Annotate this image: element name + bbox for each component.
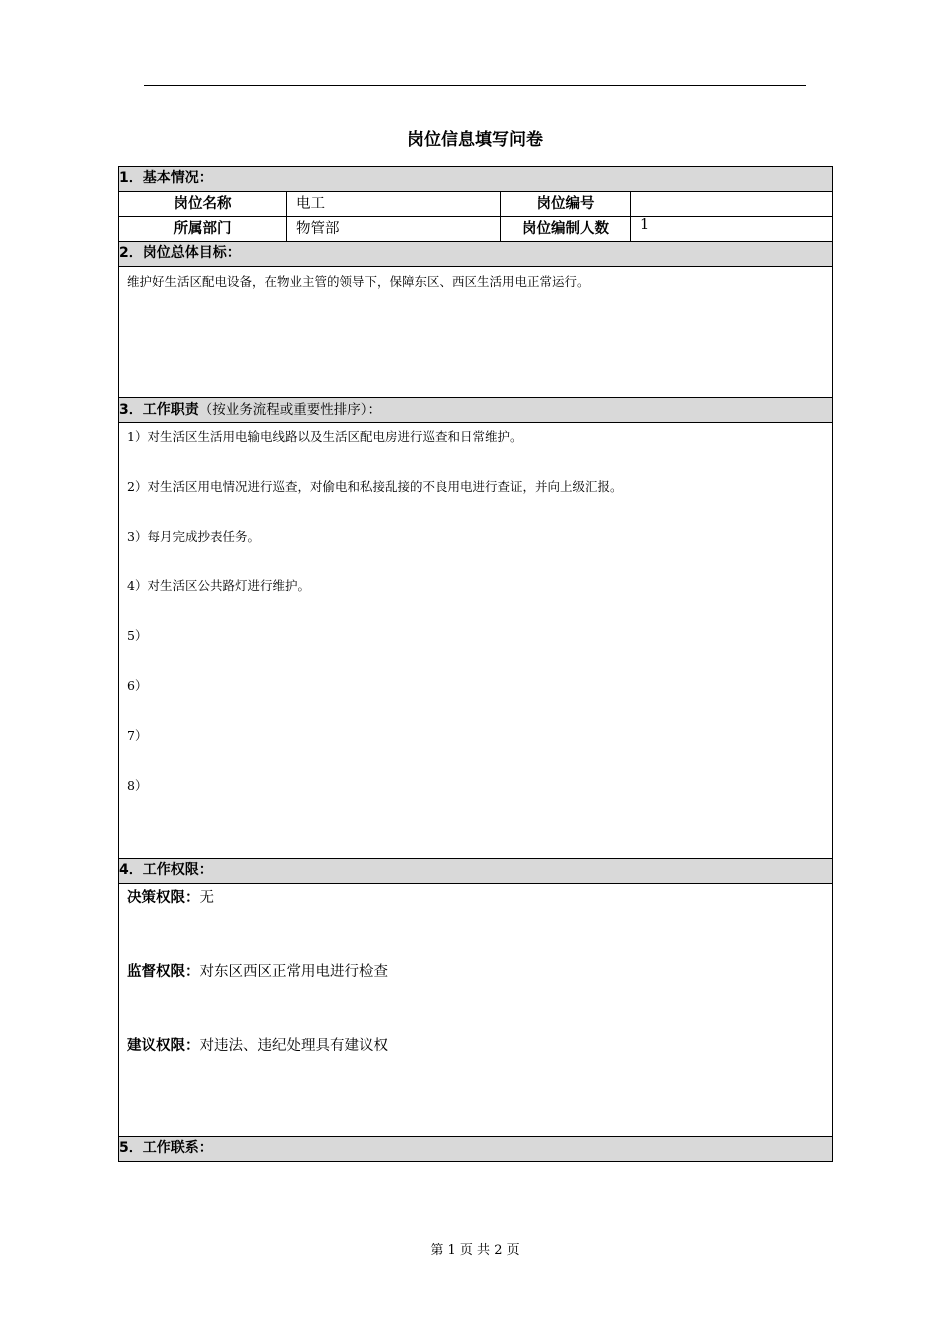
questionnaire-table	[118, 166, 833, 1162]
duty-item: 4）对生活区公共路灯进行维护。	[127, 578, 310, 594]
section-duties-note: （按业务流程或重要性排序）：	[198, 402, 381, 418]
section-authority-header	[119, 859, 833, 884]
duties-row	[119, 423, 833, 859]
position-name-label: 岗位名称	[119, 192, 287, 217]
section-basic-heading: 1．基本情况：	[119, 170, 213, 186]
info-row-position	[119, 192, 833, 217]
header-rule	[144, 85, 806, 86]
section-contacts-header	[119, 1137, 833, 1162]
authority-item-decision	[127, 889, 824, 963]
authority-label: 决策权限：	[127, 890, 200, 906]
headcount-label: 岗位编制人数	[501, 217, 631, 242]
authority-item-suggestion	[127, 1037, 824, 1111]
section-basic-header	[119, 167, 833, 192]
section-duties-heading: 3．工作职责	[119, 402, 199, 418]
position-code-label: 岗位编号	[501, 192, 631, 217]
goal-text[interactable]: 维护好生活区配电设备，在物业主管的领导下，保障东区、西区生活用电正常运行。	[119, 267, 833, 398]
duty-item: 5）	[127, 628, 148, 644]
duties-cell[interactable]	[119, 423, 833, 859]
duty-item: 6）	[127, 677, 148, 693]
headcount-value[interactable]: 1	[631, 217, 833, 242]
section-contacts-heading: 5．工作联系：	[119, 1140, 213, 1156]
section-goal-header	[119, 242, 833, 267]
info-row-department	[119, 217, 833, 242]
position-code-value[interactable]	[631, 192, 833, 217]
section-duties-header	[119, 398, 833, 423]
authority-value: 对违法、违纪处理具有建议权	[199, 1038, 388, 1054]
duty-item: 7）	[127, 727, 148, 743]
section-goal-heading: 2．岗位总体目标：	[119, 245, 241, 261]
document-title: 岗位信息填写问卷	[407, 130, 543, 150]
duty-item: 8）	[127, 777, 148, 793]
authority-value: 无	[199, 890, 214, 906]
authority-label: 建议权限：	[127, 1038, 200, 1054]
department-value[interactable]: 物管部	[287, 217, 501, 242]
duty-item: 2）对生活区用电情况进行巡查，对偷电和私接乱接的不良用电进行查证，并向上级汇报。	[127, 478, 623, 494]
page-footer: 第 1 页 共 2 页	[430, 1243, 520, 1258]
duty-item: 3）每月完成抄表任务。	[127, 528, 260, 544]
section-authority-heading: 4．工作权限：	[119, 862, 213, 878]
authority-cell[interactable]	[119, 884, 833, 1137]
authority-label: 监督权限：	[127, 964, 200, 980]
authority-value: 对东区西区正常用电进行检查	[199, 964, 388, 980]
position-name-value[interactable]: 电工	[287, 192, 501, 217]
duty-item: 1）对生活区生活用电输电线路以及生活区配电房进行巡查和日常维护。	[127, 429, 523, 444]
authority-row	[119, 884, 833, 1137]
department-label: 所属部门	[119, 217, 287, 242]
authority-item-supervision	[127, 963, 824, 1037]
goal-row	[119, 267, 833, 398]
